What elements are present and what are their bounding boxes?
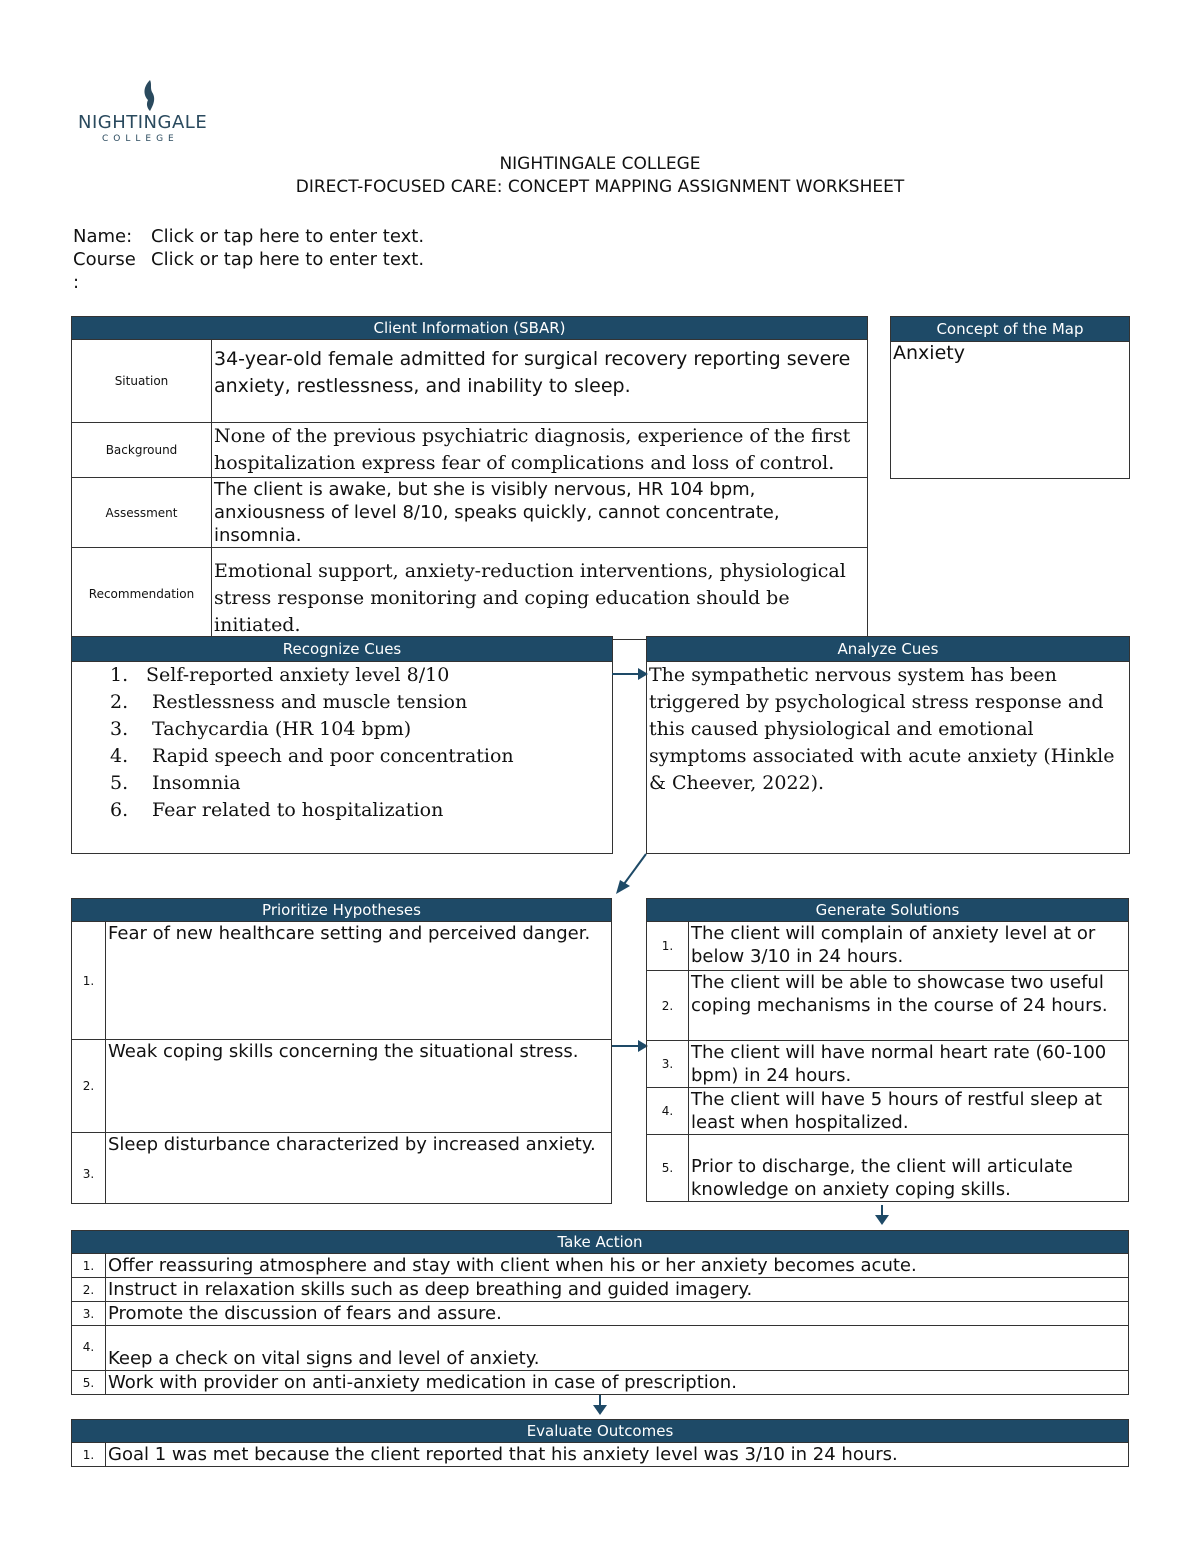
action-text: Work with provider on anti-anxiety medication in case of prescription. [106, 1371, 1129, 1395]
name-field [73, 226, 424, 247]
concept-text: Anxiety [893, 342, 965, 364]
table-row [72, 1326, 1129, 1371]
list-item: 5. Insomnia [110, 772, 241, 794]
table-row [72, 340, 868, 423]
table-row [647, 922, 1129, 971]
list-item: 3. Tachycardia (HR 104 bpm) [110, 718, 412, 740]
recognize-cues-header: Recognize Cues [72, 637, 612, 662]
table-row [72, 922, 612, 1040]
sbar-assessment-text: The client is awake, but she is visibly nervous, HR 104 bpm, anxiousness of level 8/10, speaks quickly, cannot concentrate, insomnia. [212, 478, 868, 548]
logo-sub-text: COLLEGE [102, 134, 179, 144]
sbar-background-text: None of the previous psychiatric diagnosis, experience of the first hospitalization express fear of complications and loss of control. [212, 423, 868, 478]
analyze-cues-box [646, 636, 1130, 854]
action-text: Offer reassuring atmosphere and stay with client when his or her anxiety becomes acute. [106, 1254, 1129, 1278]
concept-box [890, 316, 1130, 479]
row-number: 1. [72, 1443, 106, 1467]
course-field [73, 249, 424, 270]
hypothesis-text: Fear of new healthcare setting and perceived danger. [106, 922, 612, 1040]
sbar-label-situation: Situation [72, 340, 212, 423]
row-number: 1. [72, 922, 106, 1040]
table-row [72, 478, 868, 548]
row-number: 2. [72, 1040, 106, 1133]
generate-header: Generate Solutions [647, 899, 1129, 922]
table-row [72, 1443, 1129, 1467]
row-number: 3. [72, 1133, 106, 1204]
sbar-table [71, 316, 868, 640]
action-text: Promote the discussion of fears and assure. [106, 1302, 1129, 1326]
logo-brand-text: NIGHTINGALE [78, 112, 208, 133]
row-number: 4. [72, 1326, 106, 1371]
table-row [72, 1302, 1129, 1326]
sbar-label-recommendation: Recommendation [72, 548, 212, 640]
hypothesis-text: Sleep disturbance characterized by increased anxiety. [106, 1133, 612, 1204]
row-number: 5. [72, 1371, 106, 1395]
row-number: 1. [647, 922, 689, 971]
flame-icon [138, 78, 158, 112]
sbar-recommendation-text: Emotional support, anxiety-reduction interventions, physiological stress response monitoring and coping education should be initiated. [212, 548, 868, 640]
row-number: 3. [647, 1041, 689, 1088]
analyze-cues-header: Analyze Cues [647, 637, 1129, 662]
arrow-down-icon [873, 1205, 893, 1229]
college-logo [78, 78, 208, 144]
name-label: Name: [73, 226, 133, 247]
solution-text: The client will complain of anxiety level at or below 3/10 in 24 hours. [689, 922, 1129, 971]
evaluate-outcomes-table [71, 1419, 1129, 1467]
concept-header: Concept of the Map [891, 317, 1129, 342]
action-text: Keep a check on vital signs and level of anxiety. [106, 1326, 1129, 1371]
evaluate-header: Evaluate Outcomes [72, 1420, 1129, 1443]
table-row [72, 1133, 612, 1204]
arrow-down-left-icon [612, 852, 652, 897]
solution-text: The client will have 5 hours of restful sleep at least when hospitalized. [689, 1088, 1129, 1135]
take-action-header: Take Action [72, 1231, 1129, 1254]
table-row [647, 971, 1129, 1041]
prioritize-hypotheses-table [71, 898, 612, 1204]
row-number: 3. [72, 1302, 106, 1326]
sbar-header: Client Information (SBAR) [72, 317, 868, 340]
analyze-cues-text: The sympathetic nervous system has been triggered by psychological stress response and this caused physiological and emotional symptoms associated with acute anxiety (Hinkle & Cheever, 2022). [649, 664, 1115, 794]
name-input[interactable]: Click or tap here to enter text. [151, 226, 425, 247]
generate-solutions-table [646, 898, 1129, 1202]
recognize-cues-list [72, 662, 612, 824]
row-number: 5. [647, 1135, 689, 1202]
list-item: 6. Fear related to hospitalization [110, 799, 444, 821]
course-input[interactable]: Click or tap here to enter text. [151, 249, 425, 270]
table-row [72, 1040, 612, 1133]
table-row [72, 1371, 1129, 1395]
sbar-label-assessment: Assessment [72, 478, 212, 548]
sbar-situation-text: 34-year-old female admitted for surgical recovery reporting severe anxiety, restlessness, and inability to sleep. [212, 340, 868, 423]
college-title: NIGHTINGALE COLLEGE [499, 154, 701, 174]
row-number: 2. [72, 1278, 106, 1302]
recognize-cues-box [71, 636, 613, 854]
outcome-text: Goal 1 was met because the client reported that his anxiety level was 3/10 in 24 hours. [106, 1443, 1129, 1467]
worksheet-title: DIRECT-FOCUSED CARE: CONCEPT MAPPING ASSIGNMENT WORKSHEET [295, 177, 905, 197]
row-number: 1. [72, 1254, 106, 1278]
take-action-table [71, 1230, 1129, 1395]
table-row [647, 1088, 1129, 1135]
hypothesis-text: Weak coping skills concerning the situational stress. [106, 1040, 612, 1133]
list-item: 2. Restlessness and muscle tension [110, 691, 468, 713]
table-row [72, 1254, 1129, 1278]
table-row [647, 1135, 1129, 1202]
action-text: Instruct in relaxation skills such as deep breathing and guided imagery. [106, 1278, 1129, 1302]
list-item: 1. Self-reported anxiety level 8/10 [110, 664, 450, 686]
table-row [72, 423, 868, 478]
row-number: 2. [647, 971, 689, 1041]
sbar-label-background: Background [72, 423, 212, 478]
table-row [72, 1278, 1129, 1302]
course-label: Course [73, 249, 136, 270]
table-row [72, 548, 868, 640]
list-item: 4. Rapid speech and poor concentration [110, 745, 514, 767]
solution-text: Prior to discharge, the client will articulate knowledge on anxiety coping skills. [689, 1135, 1129, 1202]
arrow-down-icon [591, 1395, 611, 1419]
table-row [647, 1041, 1129, 1088]
solution-text: The client will be able to showcase two useful coping mechanisms in the course of 24 hours. [689, 971, 1129, 1041]
course-colon: : [73, 272, 80, 293]
solution-text: The client will have normal heart rate (60-100 bpm) in 24 hours. [689, 1041, 1129, 1088]
prioritize-header: Prioritize Hypotheses [72, 899, 612, 922]
arrow-right-icon [612, 665, 652, 685]
row-number: 4. [647, 1088, 689, 1135]
